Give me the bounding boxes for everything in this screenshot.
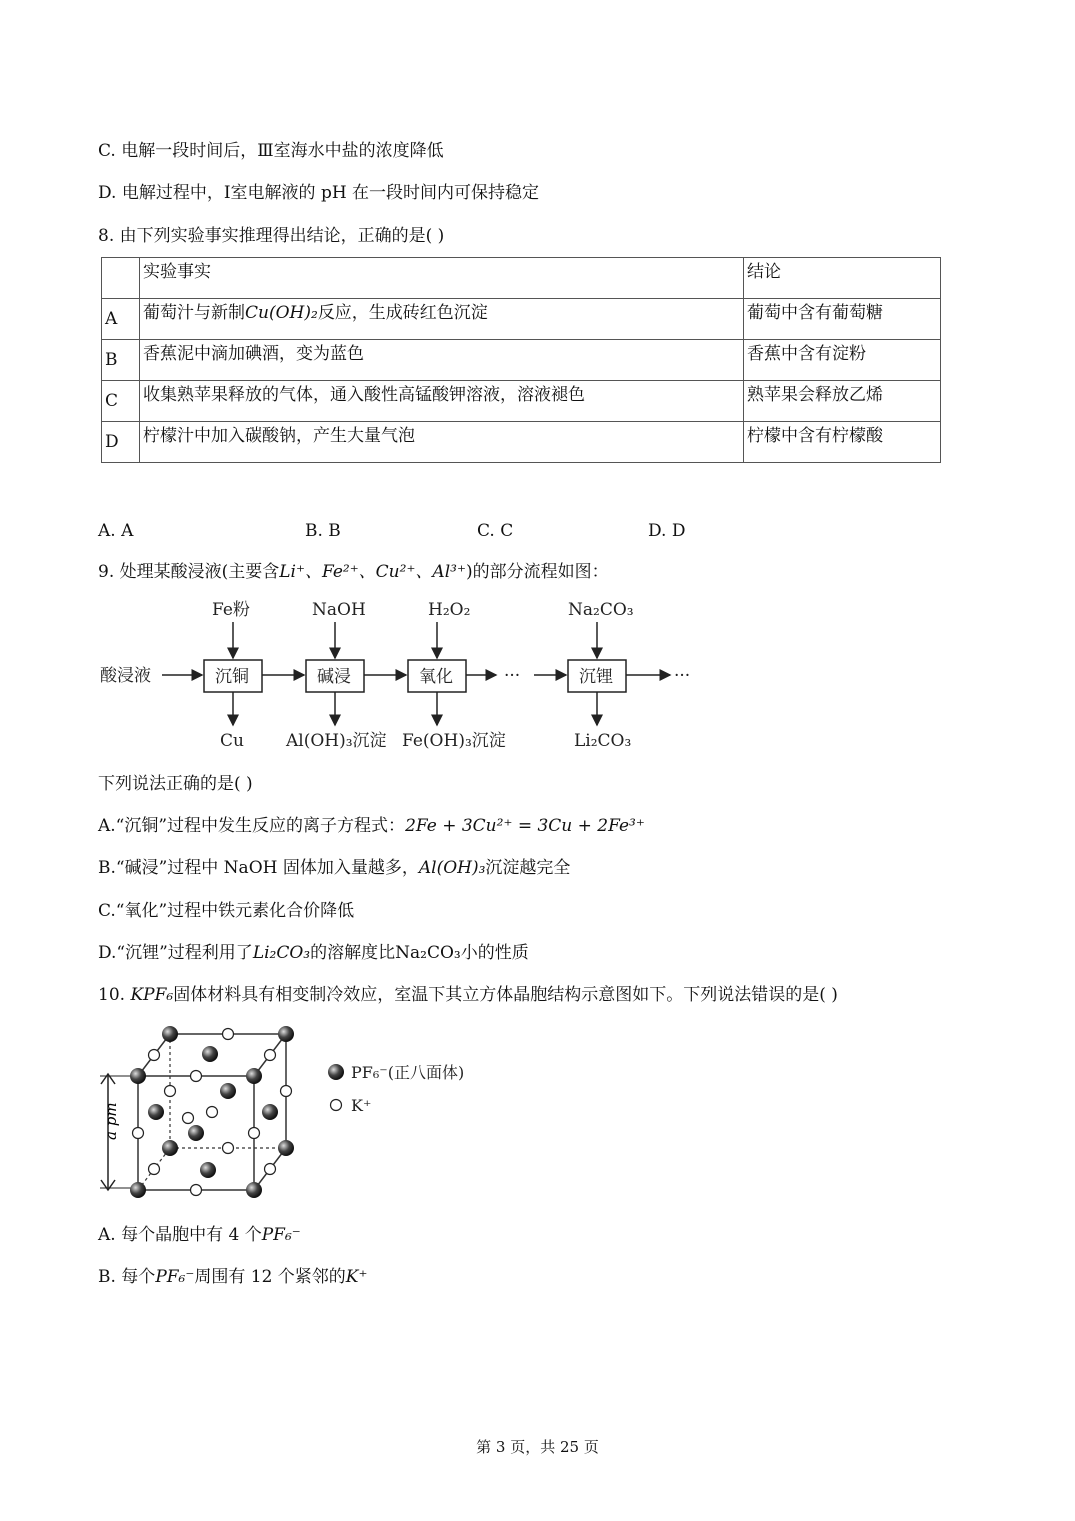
q8-option-c: C. C	[477, 521, 514, 541]
flow-output-label: Fe(OH)₃沉淀	[402, 731, 506, 751]
dimension-label: a pm	[102, 1102, 120, 1140]
compound-formula: KPF₆	[130, 985, 174, 1005]
option-text: 周围有 12 个紧邻的	[194, 1267, 346, 1287]
flow-input-label: Fe粉	[212, 600, 250, 620]
flow-step-label: 沉铜	[215, 667, 249, 687]
legend-pf6-label: PF₆⁻(正八面体)	[351, 1063, 465, 1082]
row-fact: 收集熟苹果释放的气体，通入酸性高锰酸钾溶液，溶液褪色	[140, 381, 744, 422]
flow-step-label: 沉锂	[579, 667, 613, 687]
option-formula: Al(OH)₃	[418, 858, 486, 878]
row-fact	[140, 299, 744, 340]
fact-text: 反应，生成砖红色沉淀	[317, 303, 488, 323]
option-formula: PF₆⁻	[261, 1225, 301, 1245]
row-fact: 香蕉泥中滴加碘酒，变为蓝色	[140, 340, 744, 381]
flow-step-label: 碱浸	[317, 667, 351, 687]
flow-output-label: Li₂CO₃	[574, 731, 632, 751]
option-text: 的溶解度比Na₂CO₃小的性质	[310, 943, 529, 963]
row-label: C	[102, 381, 140, 422]
option-text: D.“沉锂”过程利用了	[98, 943, 253, 963]
table-header-row	[102, 258, 941, 299]
q7-option-d: D. 电解过程中，Ⅰ室电解液的 pH 在一段时间内可保持稳定	[98, 183, 540, 203]
q9-flow-diagram	[96, 595, 716, 765]
q8-option-a: A. A	[98, 521, 134, 541]
flow-ellipsis: ···	[674, 666, 691, 686]
q9-sub-question: 下列说法正确的是( )	[98, 774, 253, 794]
q9-stem	[98, 561, 609, 583]
table-cell	[102, 258, 140, 299]
q7-option-c: C. 电解一段时间后，Ⅲ室海水中盐的浓度降低	[98, 141, 444, 161]
q8-table	[101, 257, 941, 463]
option-text: B. 每个	[98, 1267, 156, 1287]
option-text: A. 每个晶胞中有 4 个	[98, 1225, 262, 1245]
flow-input-label: H₂O₂	[428, 600, 471, 620]
option-formula: 2Fe + 3Cu²⁺ = 3Cu + 2Fe³⁺	[405, 816, 645, 836]
option-text: A.“沉铜”过程中发生反应的离子方程式：	[98, 816, 406, 836]
stem-text: 固体材料具有相变制冷效应，室温下其立方体晶胞结构示意图如下。下列说法错误的是( )	[173, 985, 838, 1005]
option-formula: K⁺	[345, 1267, 368, 1287]
table-row	[102, 340, 941, 381]
stem-text: 10.	[98, 985, 131, 1005]
q8-option-b: B. B	[305, 521, 341, 541]
q9-option-a	[98, 815, 645, 837]
fact-formula: Cu(OH)₂	[245, 303, 318, 323]
ion-list: Li⁺、Fe²⁺、Cu²⁺、Al³⁺	[279, 562, 466, 582]
q10-stem	[98, 984, 838, 1006]
fact-text: 葡萄汁与新制	[143, 303, 245, 323]
table-header-conclusion: 结论	[744, 258, 941, 299]
crystal-cell-diagram	[96, 1020, 496, 1205]
row-conclusion: 葡萄中含有葡萄糖	[744, 299, 941, 340]
row-label: A	[102, 299, 140, 340]
q10-option-a	[98, 1224, 301, 1246]
q10-option-b	[98, 1266, 367, 1288]
option-text: 沉淀越完全	[485, 858, 571, 878]
page-footer: 第 3 页，共 25 页	[476, 1438, 599, 1456]
flow-start-label: 酸浸液	[100, 666, 151, 686]
legend-k-label: K⁺	[351, 1096, 372, 1115]
row-fact: 柠檬汁中加入碳酸钠，产生大量气泡	[140, 422, 744, 463]
row-conclusion: 熟苹果会释放乙烯	[744, 381, 941, 422]
flow-input-label: NaOH	[312, 600, 366, 620]
row-label: D	[102, 422, 140, 463]
option-text: B.“碱浸”过程中 NaOH 固体加入量越多，	[98, 858, 419, 878]
row-conclusion: 香蕉中含有淀粉	[744, 340, 941, 381]
flow-output-label: Cu	[220, 731, 244, 751]
table-header-fact: 实验事实	[140, 258, 744, 299]
flow-step-label: 氧化	[419, 667, 453, 687]
stem-text: 9. 处理某酸浸液(主要含	[98, 562, 280, 582]
row-conclusion: 柠檬中含有柠檬酸	[744, 422, 941, 463]
table-row	[102, 299, 941, 340]
table-row	[102, 422, 941, 463]
row-label: B	[102, 340, 140, 381]
q9-option-c: C.“氧化”过程中铁元素化合价降低	[98, 901, 355, 921]
q8-stem: 8. 由下列实验事实推理得出结论，正确的是( )	[98, 226, 445, 246]
flow-ellipsis: ···	[504, 666, 521, 686]
q8-option-d: D. D	[648, 521, 686, 541]
table-row	[102, 381, 941, 422]
q9-option-d	[98, 942, 529, 964]
q9-option-b	[98, 857, 570, 879]
option-formula: PF₆⁻	[155, 1267, 195, 1287]
stem-text: )的部分流程如图：	[465, 562, 609, 582]
option-formula: Li₂CO₃	[252, 943, 311, 963]
flow-input-label: Na₂CO₃	[568, 600, 634, 620]
flow-output-label: Al(OH)₃沉淀	[286, 731, 387, 751]
